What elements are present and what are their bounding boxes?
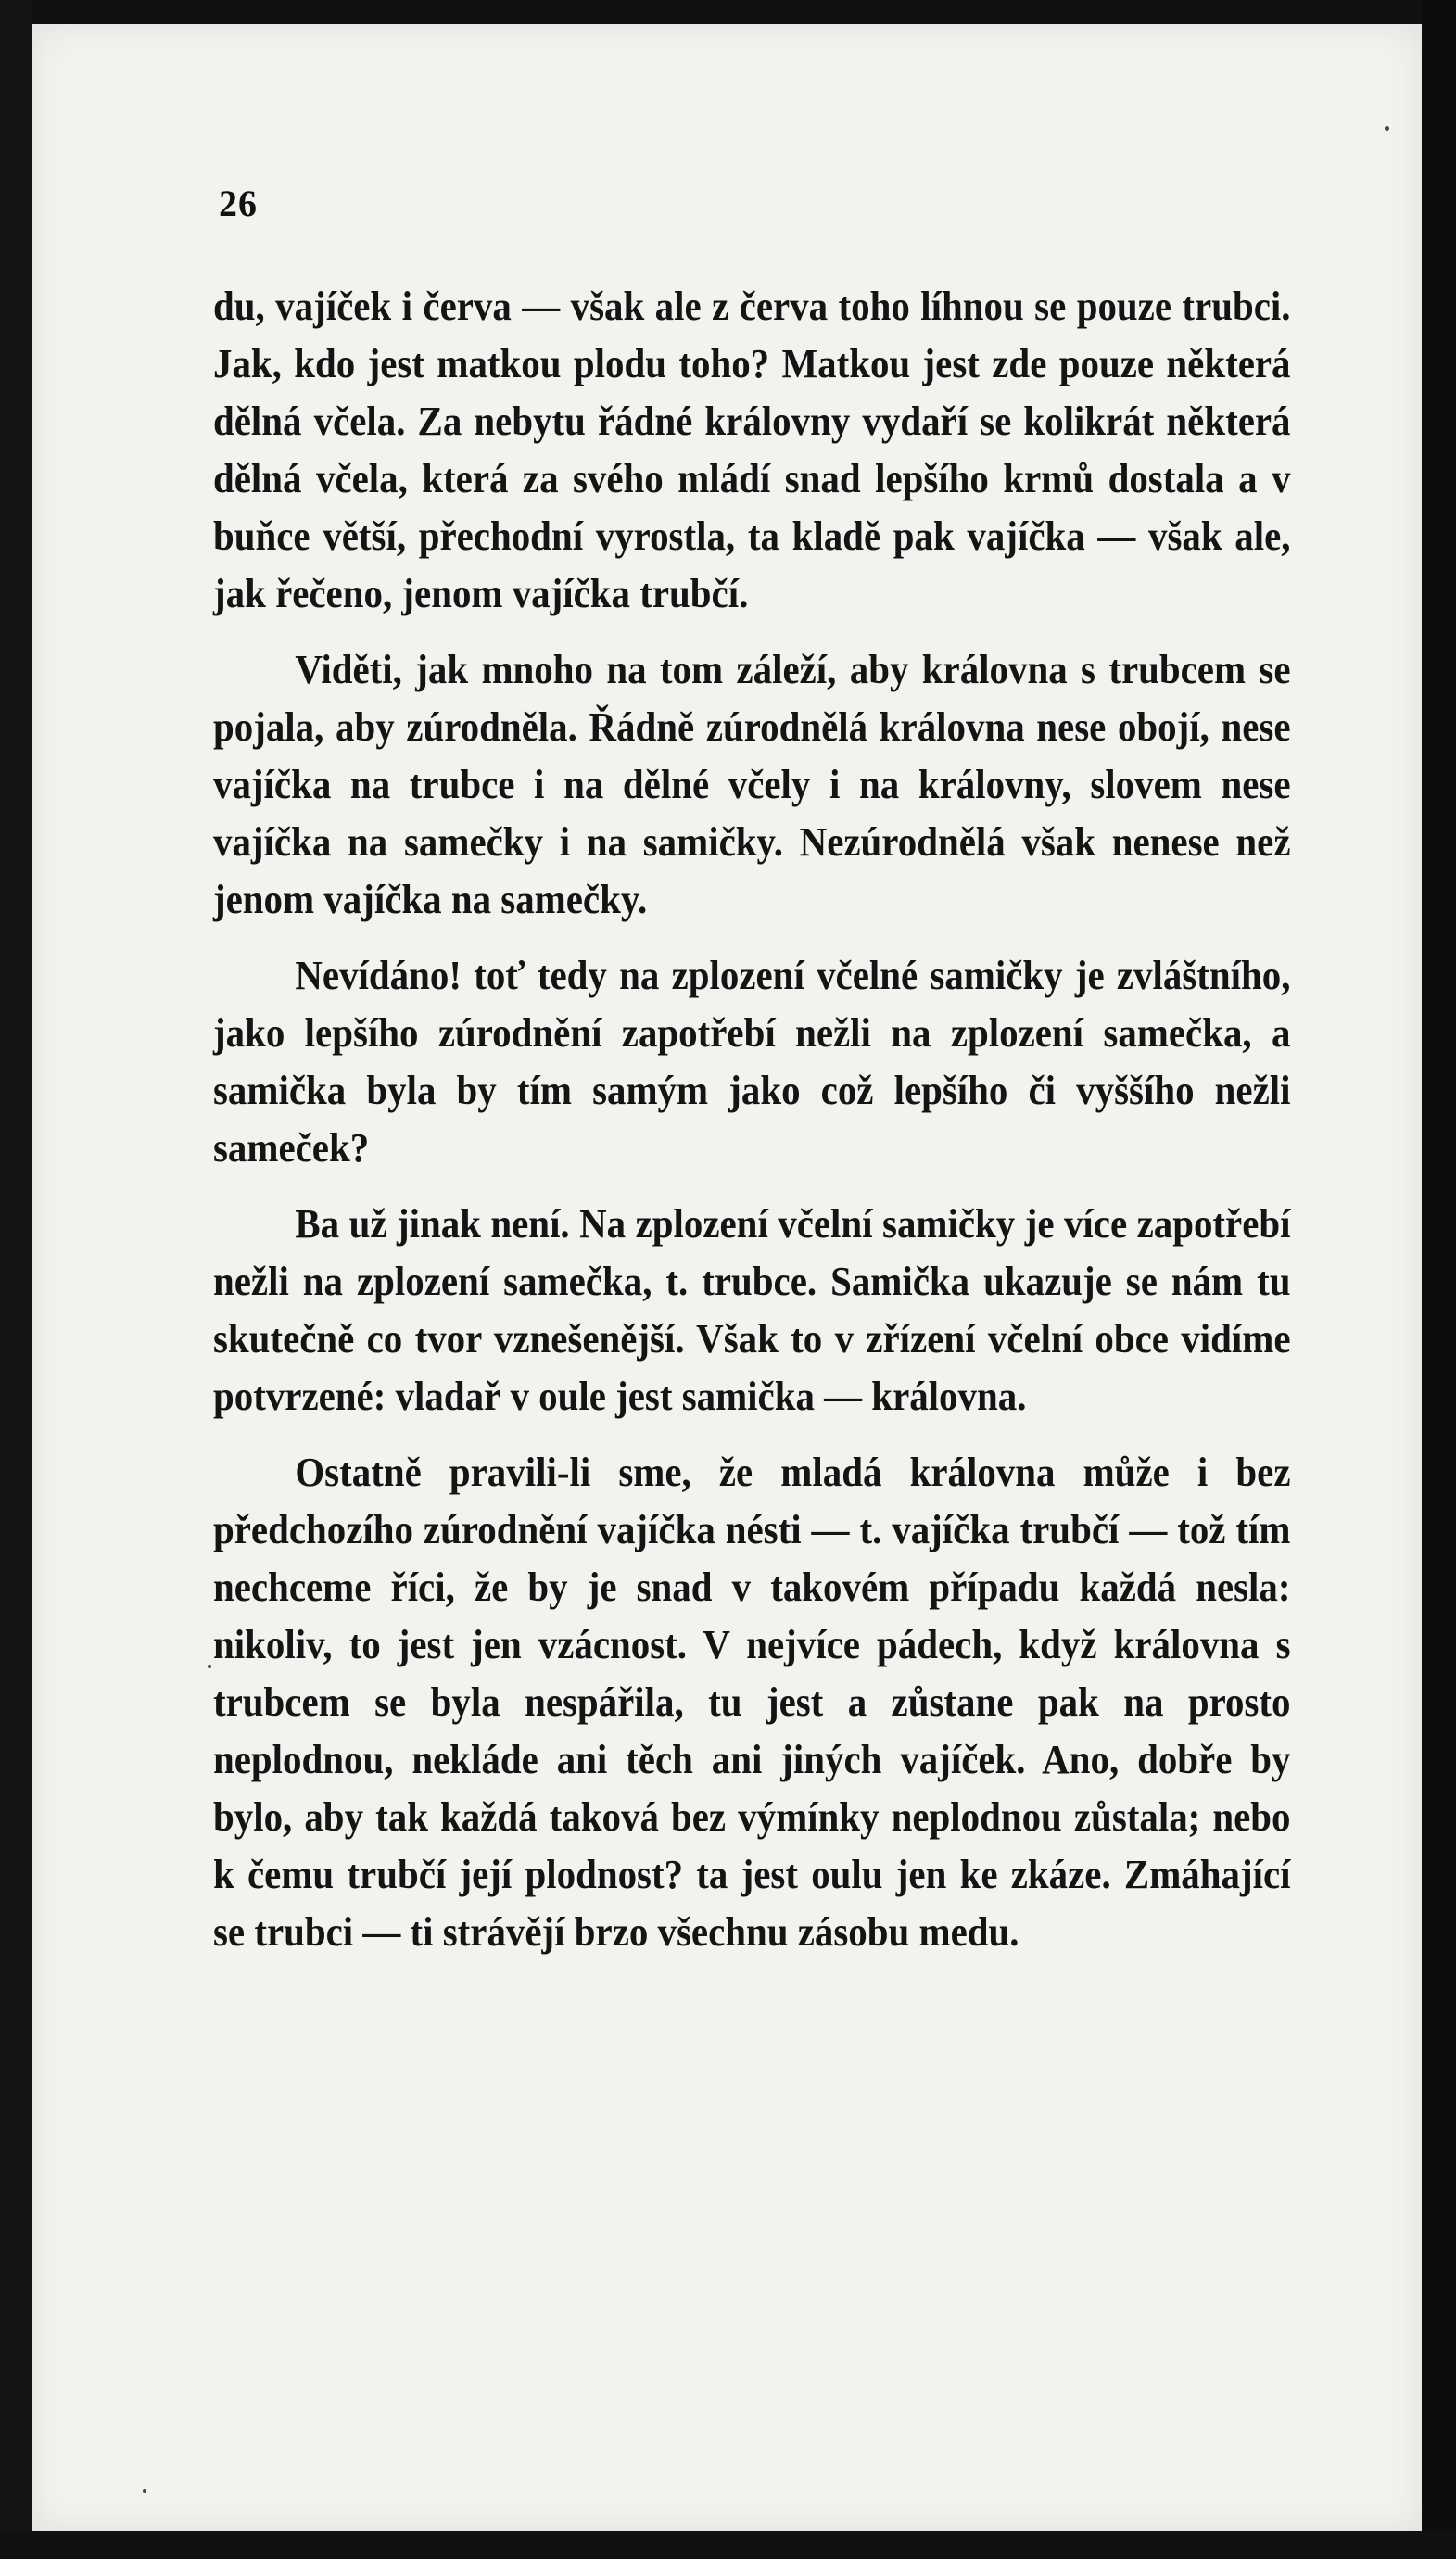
scan-border-top [0, 0, 1456, 24]
paragraph: Nevídáno! toť tedy na zplození včelné samičky je zvláštního, jako lepšího zúrodnění zapotřebí nežli na zplození samečka, a samička byla by tím samým jako což lepšího či vyššího nežli sameček? [213, 953, 1291, 1171]
paragraph: Ba už jinak není. Na zplození včelní samičky je více zapotřebí nežli na zplození samečka, t. trubce. Samička ukazuje se nám tu skutečně co tvor vznešenější. Však to v zřízení včelní obce vidíme potvrzené: vladař v oule jest samička — královna. [213, 1201, 1291, 1419]
paper-speck [1385, 126, 1389, 131]
paragraph: Ostatně pravili-li sme, že mladá královna může i bez předchozího zúrodnění vajíčka nésti — t. vajíčka trubčí — tož tím nechceme říci, že by je snad v takovém případu každá nesla: nikoliv, to jest jen vzácnost. V nejvíce pádech, když královna s trubcem se byla nespářila, tu jest a zůstane pak na prosto neplodnou, nekláde ani těch ani jiných vajíček. Ano, dobře by bylo, aby tak každá taková bez výmínky neplodnou zůstala; nebo k čemu trubčí její plodnost? ta jest oulu jen ke zkáze. Zmáhající se trubci — ti strávějí brzo všechnu zásobu medu. [213, 1450, 1291, 1955]
paragraph: Viděti, jak mnoho na tom záleží, aby královna s trubcem se pojala, aby zúrodněla. Řádně zúrodnělá královna nese obojí, nese vajíčka na trubce i na dělné včely i na královny, slovem nese vajíčka na samečky i na samičky. Nezúrodnělá však nenese než jenom vajíčka na samečky. [213, 647, 1291, 922]
scan-border-right [1422, 0, 1456, 2559]
scan-border-bottom [0, 2531, 1456, 2559]
paper-speck [143, 2489, 146, 2493]
page-number: 26 [219, 183, 258, 224]
body-text [213, 278, 1291, 1980]
paragraph: du, vajíček i červa — však ale z červa toho líhnou se pouze trubci. Jak, kdo jest matkou plodu toho? Matkou jest zde pouze některá dělná včela. Za nebytu řádné královny vydaří se kolikrát některá dělná včela, která za svého mládí snad lepšího krmů dostala a v buňce větší, přechodní vyrostla, ta kladě pak vajíčka — však ale, jak řečeno, jenom vajíčka trubčí. [213, 284, 1291, 616]
paper-speck [208, 1665, 211, 1668]
scan-border-left [0, 0, 32, 2559]
